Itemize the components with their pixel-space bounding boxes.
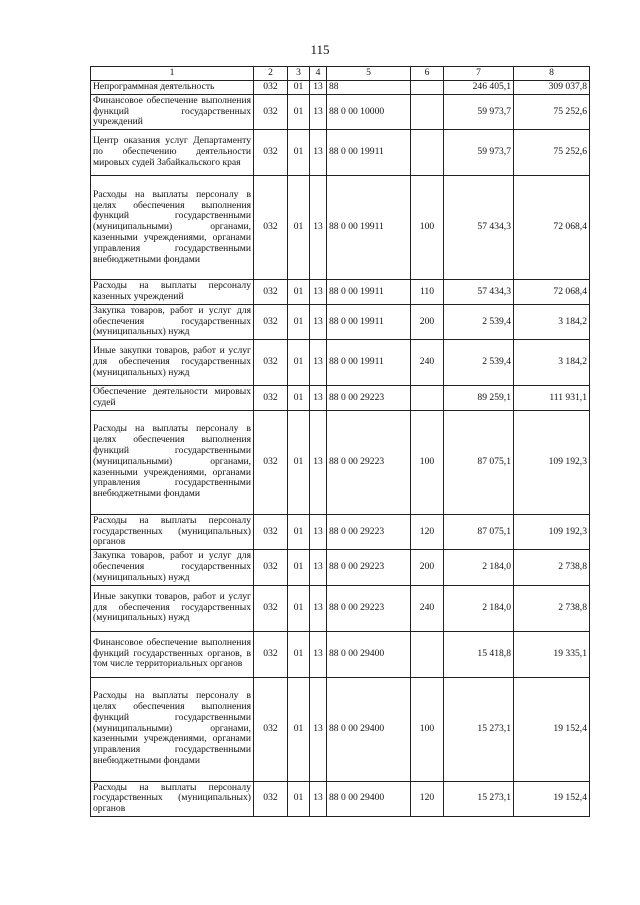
grbs-code-cell: 032 (254, 304, 288, 339)
table-row (91, 386, 590, 411)
amount-column-7-cell: 246 405,1 (444, 81, 514, 95)
target-article-cell: 88 (327, 81, 411, 95)
amount-column-8-cell: 309 037,8 (514, 81, 590, 95)
expense-type-cell (411, 130, 444, 176)
section-code-cell: 01 (288, 677, 310, 781)
row-name-cell: Центр оказания услуг Департаменту по обеспечению деятельности мировых судей Забайкальского края (91, 130, 254, 176)
amount-column-8-cell: 19 152,4 (514, 677, 590, 781)
amount-column-7-cell: 87 075,1 (444, 514, 514, 549)
row-name-cell: Финансовое обеспечение выполнения функций государственных органов, в том числе территориальных органов (91, 631, 254, 677)
expense-type-cell: 110 (411, 280, 444, 305)
column-header: 2 (254, 67, 288, 81)
subsection-code-cell: 13 (310, 130, 327, 176)
target-article-cell: 88 0 00 29223 (327, 585, 411, 631)
amount-column-8-cell: 109 192,3 (514, 514, 590, 549)
row-name-cell: Закупка товаров, работ и услуг для обеспечения государственных (муниципальных) нужд (91, 304, 254, 339)
section-code-cell: 01 (288, 304, 310, 339)
section-code-cell: 01 (288, 410, 310, 514)
row-name-cell: Расходы на выплаты персоналу в целях обеспечения выполнения функций государственными (муниципальными) органами, казенными учреждениями, органами управления государственными внебюджетными фондами (91, 176, 254, 280)
table-row (91, 94, 590, 129)
amount-column-8-cell: 72 068,4 (514, 176, 590, 280)
grbs-code-cell: 032 (254, 130, 288, 176)
target-article-cell: 88 0 00 29223 (327, 410, 411, 514)
amount-column-7-cell: 57 434,3 (444, 280, 514, 305)
table-row (91, 677, 590, 781)
table-row (91, 340, 590, 386)
target-article-cell: 88 0 00 19911 (327, 130, 411, 176)
target-article-cell: 88 0 00 10000 (327, 94, 411, 129)
target-article-cell: 88 0 00 29400 (327, 631, 411, 677)
row-name-cell: Расходы на выплаты персоналу государственных (муниципальных) органов (91, 514, 254, 549)
section-code-cell: 01 (288, 280, 310, 305)
amount-column-7-cell: 15 273,1 (444, 781, 514, 816)
expense-type-cell: 100 (411, 677, 444, 781)
subsection-code-cell: 13 (310, 386, 327, 411)
expense-type-cell: 200 (411, 550, 444, 585)
amount-column-7-cell: 59 973,7 (444, 130, 514, 176)
table-row (91, 585, 590, 631)
subsection-code-cell: 13 (310, 677, 327, 781)
subsection-code-cell: 13 (310, 585, 327, 631)
row-name-cell: Расходы на выплаты персоналу казенных учреждений (91, 280, 254, 305)
expense-type-cell (411, 631, 444, 677)
amount-column-8-cell: 2 738,8 (514, 550, 590, 585)
section-code-cell: 01 (288, 340, 310, 386)
subsection-code-cell: 13 (310, 410, 327, 514)
subsection-code-cell: 13 (310, 631, 327, 677)
column-header: 4 (310, 67, 327, 81)
grbs-code-cell: 032 (254, 781, 288, 816)
amount-column-7-cell: 2 539,4 (444, 304, 514, 339)
grbs-code-cell: 032 (254, 176, 288, 280)
subsection-code-cell: 13 (310, 781, 327, 816)
section-code-cell: 01 (288, 81, 310, 95)
section-code-cell: 01 (288, 514, 310, 549)
target-article-cell: 88 0 00 29223 (327, 386, 411, 411)
table-row (91, 631, 590, 677)
table-row (91, 410, 590, 514)
amount-column-8-cell: 3 184,2 (514, 340, 590, 386)
grbs-code-cell: 032 (254, 81, 288, 95)
amount-column-8-cell: 19 335,1 (514, 631, 590, 677)
section-code-cell: 01 (288, 130, 310, 176)
subsection-code-cell: 13 (310, 280, 327, 305)
grbs-code-cell: 032 (254, 410, 288, 514)
grbs-code-cell: 032 (254, 514, 288, 549)
row-name-cell: Расходы на выплаты персоналу в целях обеспечения выполнения функций государственными (муниципальными) органами, казенными учреждениями, органами управления государственными внебюджетными фондами (91, 410, 254, 514)
target-article-cell: 88 0 00 19911 (327, 280, 411, 305)
section-code-cell: 01 (288, 585, 310, 631)
target-article-cell: 88 0 00 29400 (327, 677, 411, 781)
amount-column-7-cell: 2 539,4 (444, 340, 514, 386)
table-row (91, 550, 590, 585)
subsection-code-cell: 13 (310, 514, 327, 549)
expense-type-cell: 240 (411, 340, 444, 386)
section-code-cell: 01 (288, 386, 310, 411)
row-name-cell: Расходы на выплаты персоналу в целях обеспечения выполнения функций государственными (муниципальными) органами, казенными учреждениями, органами управления государственными внебюджетными фондами (91, 677, 254, 781)
row-name-cell: Закупка товаров, работ и услуг для обеспечения государственных (муниципальных) нужд (91, 550, 254, 585)
target-article-cell: 88 0 00 29223 (327, 550, 411, 585)
expense-type-cell (411, 94, 444, 129)
subsection-code-cell: 13 (310, 176, 327, 280)
section-code-cell: 01 (288, 631, 310, 677)
expense-type-cell (411, 386, 444, 411)
amount-column-7-cell: 87 075,1 (444, 410, 514, 514)
table-row (91, 781, 590, 816)
amount-column-7-cell: 15 273,1 (444, 677, 514, 781)
row-name-cell: Финансовое обеспечение выполнения функций государственных учреждений (91, 94, 254, 129)
row-name-cell: Непрограммная деятельность (91, 81, 254, 95)
expense-type-cell: 240 (411, 585, 444, 631)
amount-column-7-cell: 2 184,0 (444, 585, 514, 631)
table-row (91, 130, 590, 176)
amount-column-8-cell: 75 252,6 (514, 130, 590, 176)
amount-column-8-cell: 109 192,3 (514, 410, 590, 514)
expense-type-cell: 120 (411, 781, 444, 816)
grbs-code-cell: 032 (254, 386, 288, 411)
amount-column-8-cell: 72 068,4 (514, 280, 590, 305)
grbs-code-cell: 032 (254, 280, 288, 305)
amount-column-7-cell: 57 434,3 (444, 176, 514, 280)
column-header: 6 (411, 67, 444, 81)
header-row (91, 67, 590, 81)
column-header: 1 (91, 67, 254, 81)
amount-column-7-cell: 15 418,8 (444, 631, 514, 677)
target-article-cell: 88 0 00 29400 (327, 781, 411, 816)
target-article-cell: 88 0 00 19911 (327, 304, 411, 339)
amount-column-7-cell: 89 259,1 (444, 386, 514, 411)
amount-column-8-cell: 19 152,4 (514, 781, 590, 816)
section-code-cell: 01 (288, 550, 310, 585)
table-body (91, 81, 590, 817)
amount-column-8-cell: 111 931,1 (514, 386, 590, 411)
target-article-cell: 88 0 00 19911 (327, 176, 411, 280)
column-header: 8 (514, 67, 590, 81)
section-code-cell: 01 (288, 94, 310, 129)
expense-type-cell: 200 (411, 304, 444, 339)
budget-table (90, 66, 590, 817)
subsection-code-cell: 13 (310, 94, 327, 129)
expense-type-cell: 120 (411, 514, 444, 549)
row-name-cell: Расходы на выплаты персоналу государственных (муниципальных) органов (91, 781, 254, 816)
column-header: 7 (444, 67, 514, 81)
subsection-code-cell: 13 (310, 550, 327, 585)
table-row (91, 280, 590, 305)
grbs-code-cell: 032 (254, 94, 288, 129)
target-article-cell: 88 0 00 19911 (327, 340, 411, 386)
row-name-cell: Иные закупки товаров, работ и услуг для обеспечения государственных (муниципальных) нужд (91, 585, 254, 631)
grbs-code-cell: 032 (254, 340, 288, 386)
grbs-code-cell: 032 (254, 677, 288, 781)
amount-column-8-cell: 75 252,6 (514, 94, 590, 129)
expense-type-cell: 100 (411, 410, 444, 514)
subsection-code-cell: 13 (310, 304, 327, 339)
subsection-code-cell: 13 (310, 81, 327, 95)
section-code-cell: 01 (288, 781, 310, 816)
row-name-cell: Иные закупки товаров, работ и услуг для обеспечения государственных (муниципальных) нужд (91, 340, 254, 386)
amount-column-8-cell: 3 184,2 (514, 304, 590, 339)
table-row (91, 176, 590, 280)
column-header: 5 (327, 67, 411, 81)
amount-column-8-cell: 2 738,8 (514, 585, 590, 631)
table-row (91, 81, 590, 95)
row-name-cell: Обеспечение деятельности мировых судей (91, 386, 254, 411)
table-row (91, 514, 590, 549)
grbs-code-cell: 032 (254, 550, 288, 585)
table-row (91, 304, 590, 339)
target-article-cell: 88 0 00 29223 (327, 514, 411, 549)
page-number: 115 (310, 42, 330, 57)
column-header: 3 (288, 67, 310, 81)
amount-column-7-cell: 59 973,7 (444, 94, 514, 129)
grbs-code-cell: 032 (254, 585, 288, 631)
amount-column-7-cell: 2 184,0 (444, 550, 514, 585)
grbs-code-cell: 032 (254, 631, 288, 677)
section-code-cell: 01 (288, 176, 310, 280)
expense-type-cell (411, 81, 444, 95)
expense-type-cell: 100 (411, 176, 444, 280)
subsection-code-cell: 13 (310, 340, 327, 386)
